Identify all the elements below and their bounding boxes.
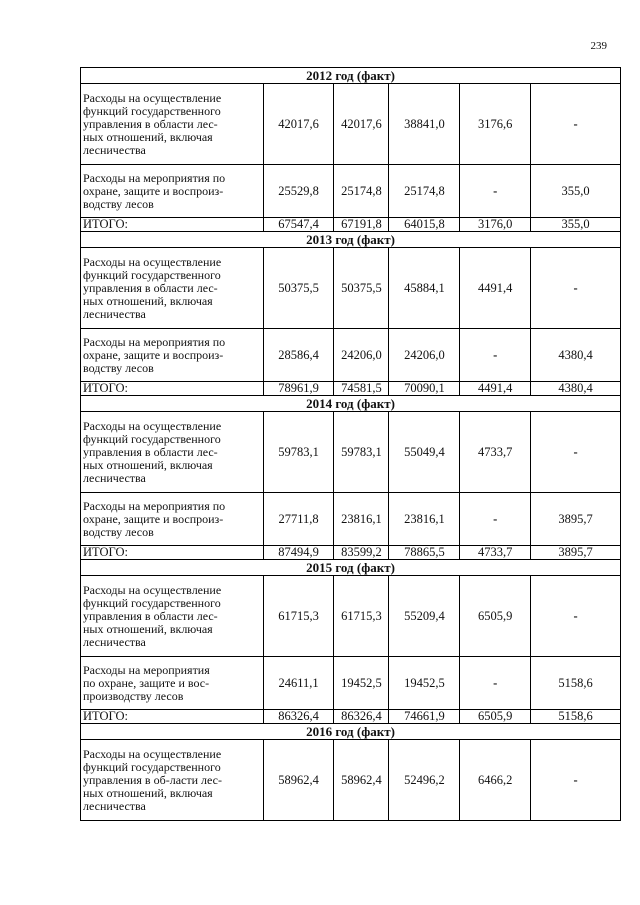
total-row (81, 218, 621, 232)
total-value-cell: 70090,1 (389, 382, 460, 396)
description-line: ных отношений, включая (83, 293, 213, 308)
value-cell: 5158,6 (531, 657, 621, 710)
description-line: Расходы на мероприятия по (83, 334, 226, 349)
total-value-cell: 87494,9 (263, 546, 334, 560)
value-cell: - (531, 84, 621, 165)
value-cell: 24611,1 (263, 657, 334, 710)
total-value-cell: 74661,9 (389, 710, 460, 724)
table-row (81, 493, 621, 546)
value-cell: - (531, 576, 621, 657)
description-line: управления в об-ласти лес- (83, 772, 222, 787)
description-line: лесничества (83, 470, 146, 485)
year-header: 2012 год (факт) (81, 68, 621, 84)
description-line: охране, защите и воспроиз- (83, 183, 224, 198)
description-line: водству лесов (83, 196, 154, 211)
description-line: ных отношений, включая (83, 457, 213, 472)
total-label: ИТОГО: (81, 382, 264, 396)
value-cell: 24206,0 (334, 329, 389, 382)
total-value-cell: 67547,4 (263, 218, 334, 232)
description-line: охране, защите и воспроиз- (83, 347, 224, 362)
value-cell: 59783,1 (334, 412, 389, 493)
description-line: функций государственного (83, 595, 221, 610)
value-cell: 61715,3 (334, 576, 389, 657)
description-line: по охране, защите и вос- (83, 675, 210, 690)
description-line: Расходы на мероприятия по (83, 170, 226, 185)
table-row (81, 657, 621, 710)
description-line: лесничества (83, 142, 146, 157)
value-cell: 55049,4 (389, 412, 460, 493)
total-value-cell: 4733,7 (460, 546, 531, 560)
total-value-cell: 5158,6 (531, 710, 621, 724)
description-line: управления в области лес- (83, 608, 218, 623)
description-line: производству лесов (83, 688, 184, 703)
value-cell: - (531, 248, 621, 329)
row-description (81, 329, 264, 382)
row-description (81, 412, 264, 493)
total-value-cell: 78865,5 (389, 546, 460, 560)
value-cell: 38841,0 (389, 84, 460, 165)
value-cell: 27711,8 (263, 493, 334, 546)
description-line: лесничества (83, 798, 146, 813)
table-row (81, 165, 621, 218)
value-cell: 19452,5 (389, 657, 460, 710)
value-cell: - (460, 329, 531, 382)
table-row (81, 740, 621, 821)
year-header: 2016 год (факт) (81, 724, 621, 740)
row-description (81, 84, 264, 165)
row-description (81, 740, 264, 821)
year-header: 2014 год (факт) (81, 396, 621, 412)
total-label: ИТОГО: (81, 546, 264, 560)
value-cell: 4380,4 (531, 329, 621, 382)
description-line: Расходы на осуществление (83, 90, 222, 105)
total-value-cell: 64015,8 (389, 218, 460, 232)
value-cell: 42017,6 (334, 84, 389, 165)
value-cell: 355,0 (531, 165, 621, 218)
table-row (81, 84, 621, 165)
value-cell: 25529,8 (263, 165, 334, 218)
value-cell: 23816,1 (389, 493, 460, 546)
table-row (81, 412, 621, 493)
description-line: ных отношений, включая (83, 785, 213, 800)
value-cell: 58962,4 (263, 740, 334, 821)
year-header: 2015 год (факт) (81, 560, 621, 576)
total-value-cell: 3895,7 (531, 546, 621, 560)
row-description (81, 248, 264, 329)
description-line: лесничества (83, 634, 146, 649)
description-line: управления в области лес- (83, 280, 218, 295)
year-header-row (81, 560, 621, 576)
year-header-row (81, 68, 621, 84)
value-cell: 3895,7 (531, 493, 621, 546)
value-cell: - (460, 165, 531, 218)
description-line: функций государственного (83, 759, 221, 774)
year-header-row (81, 724, 621, 740)
total-row (81, 710, 621, 724)
total-row (81, 382, 621, 396)
description-line: Расходы на осуществление (83, 582, 222, 597)
total-value-cell: 355,0 (531, 218, 621, 232)
total-label: ИТОГО: (81, 218, 264, 232)
description-line: ных отношений, включая (83, 621, 213, 636)
description-line: Расходы на осуществление (83, 254, 222, 269)
total-value-cell: 67191,8 (334, 218, 389, 232)
total-value-cell: 4380,4 (531, 382, 621, 396)
row-description (81, 165, 264, 218)
total-row (81, 546, 621, 560)
description-line: ных отношений, включая (83, 129, 213, 144)
value-cell: 59783,1 (263, 412, 334, 493)
value-cell: - (531, 412, 621, 493)
value-cell: 25174,8 (389, 165, 460, 218)
value-cell: 45884,1 (389, 248, 460, 329)
total-value-cell: 3176,0 (460, 218, 531, 232)
total-value-cell: 78961,9 (263, 382, 334, 396)
value-cell: 25174,8 (334, 165, 389, 218)
year-header: 2013 год (факт) (81, 232, 621, 248)
value-cell: 28586,4 (263, 329, 334, 382)
description-line: функций государственного (83, 431, 221, 446)
total-value-cell: 6505,9 (460, 710, 531, 724)
value-cell: 4491,4 (460, 248, 531, 329)
description-line: управления в области лес- (83, 444, 218, 459)
value-cell: 50375,5 (334, 248, 389, 329)
value-cell: 42017,6 (263, 84, 334, 165)
description-line: Расходы на мероприятия по (83, 498, 226, 513)
value-cell: 4733,7 (460, 412, 531, 493)
description-line: Расходы на мероприятия (83, 662, 210, 677)
description-line: охране, защите и воспроиз- (83, 511, 224, 526)
year-header-row (81, 232, 621, 248)
value-cell: 58962,4 (334, 740, 389, 821)
value-cell: 6505,9 (460, 576, 531, 657)
description-line: управления в области лес- (83, 116, 218, 131)
total-value-cell: 4491,4 (460, 382, 531, 396)
description-line: функций государственного (83, 267, 221, 282)
row-description (81, 493, 264, 546)
total-value-cell: 86326,4 (263, 710, 334, 724)
total-value-cell: 74581,5 (334, 382, 389, 396)
description-line: лесничества (83, 306, 146, 321)
total-value-cell: 86326,4 (334, 710, 389, 724)
value-cell: - (460, 493, 531, 546)
value-cell: 3176,6 (460, 84, 531, 165)
table-row (81, 248, 621, 329)
row-description (81, 576, 264, 657)
page-number: 239 (590, 40, 607, 52)
description-line: Расходы на осуществление (83, 418, 222, 433)
description-line: водству лесов (83, 360, 154, 375)
total-label: ИТОГО: (81, 710, 264, 724)
total-value-cell: 83599,2 (334, 546, 389, 560)
row-description (81, 657, 264, 710)
table-row (81, 329, 621, 382)
description-line: Расходы на осуществление (83, 746, 222, 761)
table-row (81, 576, 621, 657)
value-cell: - (531, 740, 621, 821)
budget-table (80, 67, 621, 821)
value-cell: 52496,2 (389, 740, 460, 821)
value-cell: - (460, 657, 531, 710)
value-cell: 19452,5 (334, 657, 389, 710)
value-cell: 61715,3 (263, 576, 334, 657)
value-cell: 6466,2 (460, 740, 531, 821)
description-line: водству лесов (83, 524, 154, 539)
value-cell: 24206,0 (389, 329, 460, 382)
value-cell: 23816,1 (334, 493, 389, 546)
year-header-row (81, 396, 621, 412)
value-cell: 55209,4 (389, 576, 460, 657)
value-cell: 50375,5 (263, 248, 334, 329)
description-line: функций государственного (83, 103, 221, 118)
